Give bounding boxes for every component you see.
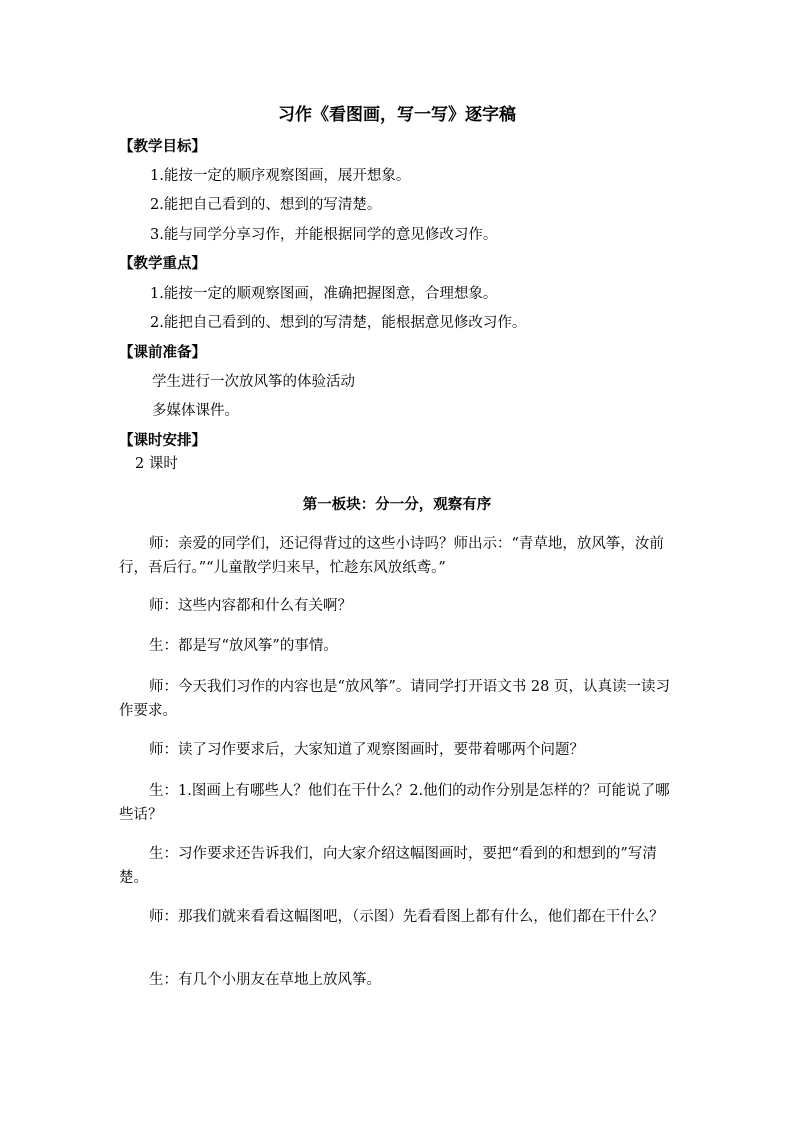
goal-item: 1.能按一定的顺序观察图画，展开想象。: [150, 168, 411, 184]
prep-item: 多媒体课件。: [152, 403, 239, 419]
dialogue-paragraph: 师：今天我们习作的内容也是“放风筝”。请同学打开语文书 28 页，认真读一读习作要求。: [119, 679, 670, 719]
dialogue-paragraph: 师：亲爱的同学们，还记得背过的这些小诗吗？师出示：“青草地，放风筝，汝前行，吾后行。”“儿童散学归来早，忙趁东风放纸鸢。”: [119, 536, 664, 576]
goal-item: 3.能与同学分享习作，并能根据同学的意见修改习作。: [150, 227, 498, 243]
goal-item: 2.能把自己看到的、想到的写清楚。: [150, 197, 382, 213]
document-title: 习作《看图画，写一写》逐字稿: [278, 105, 516, 125]
prep-heading: 【课前准备】: [119, 344, 206, 361]
time-heading: 【课时安排】: [119, 432, 206, 449]
dialogue-paragraph: 师：这些内容都和什么有关啊？: [149, 598, 352, 614]
dialogue-paragraph: 生：1.图画上有哪些人？他们在干什么？2.他们的动作分别是怎样的？可能说了哪些话？: [119, 783, 670, 823]
goals-heading: 【教学目标】: [119, 138, 206, 155]
dialogue-paragraph: 师：读了习作要求后，大家知道了观察图画时，要带着哪两个问题？: [149, 742, 584, 758]
dialogue-paragraph: 师：那我们就来看看这幅图吧，（示图）先看看图上都有什么，他们都在干什么？: [149, 909, 664, 925]
focus-item: 1.能按一定的顺观察图画，准确把握图意，合理想象。: [150, 286, 498, 302]
focus-item: 2.能把自己看到的、想到的写清楚，能根据意见修改习作。: [150, 315, 527, 331]
block1-title: 第一板块：分一分，观察有序: [302, 496, 492, 513]
time-value: 2 课时: [135, 456, 178, 472]
focus-heading: 【教学重点】: [119, 255, 206, 272]
dialogue-paragraph: 生：有几个小朋友在草地上放风筝。: [149, 972, 381, 988]
prep-item: 学生进行一次放风筝的体验活动: [152, 374, 355, 390]
dialogue-paragraph: 生：习作要求还告诉我们，向大家介绍这幅图画时，要把“看到的和想到的”写清楚。: [119, 846, 657, 886]
dialogue-paragraph: 生：都是写“放风筝”的事情。: [149, 638, 338, 654]
